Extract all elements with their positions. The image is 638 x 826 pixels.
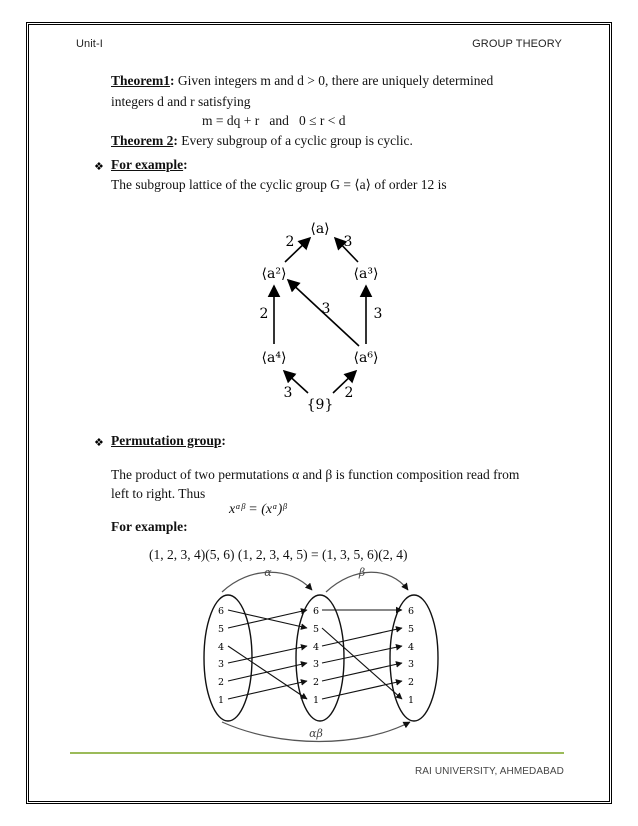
header-unit: Unit-I	[76, 38, 103, 50]
middle-ellipse	[296, 595, 344, 721]
domain-element: 3	[217, 659, 225, 670]
domain-element: 2	[217, 677, 225, 688]
domain-element: 6	[217, 606, 225, 617]
example1-heading-line: For example:	[111, 157, 188, 172]
middle-labels	[313, 606, 319, 706]
beta-label: β	[358, 566, 366, 579]
middle-element: 2	[312, 677, 320, 688]
codomain-labels	[408, 606, 414, 706]
theorem1-equation: m = dq + r and 0 ≤ r < d	[202, 113, 346, 128]
edge-label-e-a4: 3	[283, 385, 293, 401]
permutation-heading: Permutation group	[111, 433, 222, 448]
theorem2-text: Every subgroup of a cyclic group is cyclic.	[177, 133, 413, 148]
edge-label-a6-a2: 3	[321, 301, 331, 317]
beta-arc	[326, 572, 408, 592]
footer-divider	[70, 752, 564, 754]
alpha-arrows	[228, 610, 307, 699]
theorem1-line2: integers d and r satisfying	[111, 94, 251, 109]
alpha-label: α	[264, 566, 272, 579]
permutation-heading-line: Permutation group:	[111, 433, 226, 448]
theorem2-label: Theorem 2	[111, 133, 174, 148]
codomain-element: 1	[407, 695, 415, 706]
diamond-bullet-icon: ❖	[94, 160, 104, 173]
example1-heading: For example	[111, 157, 184, 172]
permutation-example: (1, 2, 3, 4)(5, 6) (1, 2, 3, 4, 5) = (1, 3, 5, 6)(2, 4)	[149, 547, 408, 562]
edge-label-a6-a3: 3	[373, 306, 383, 322]
middle-element: 3	[312, 659, 320, 670]
codomain-element: 5	[407, 624, 415, 635]
theorem1-line1: Theorem1: Given integers m and d > 0, there are uniquely determined	[111, 73, 494, 88]
permutation-formula: xᵅᵝ = (xᵅ)ᵝ	[229, 502, 287, 517]
footer-university: RAI UNIVERSITY, AHMEDABAD	[414, 766, 564, 777]
node-a2: ⟨a²⟩	[261, 266, 287, 282]
codomain-element: 4	[407, 642, 415, 653]
permutation-example-label: For example:	[111, 519, 188, 534]
middle-element: 5	[312, 624, 320, 635]
edge-label-e-a6: 2	[344, 385, 354, 401]
theorem1-text: Given integers m and d > 0, there are uniquely determined	[174, 73, 494, 88]
header-title: GROUP THEORY	[472, 38, 562, 50]
codomain-element: 2	[407, 677, 415, 688]
middle-element: 6	[312, 606, 320, 617]
edge-label-a4-a2: 2	[259, 306, 269, 322]
permutation-line1: The product of two permutations α and β is function composition read from	[111, 467, 520, 482]
middle-element: 1	[312, 695, 320, 706]
alphabeta-label: αβ	[309, 727, 323, 740]
node-a: ⟨a⟩	[310, 221, 330, 237]
theorem2-line: Theorem 2: Every subgroup of a cyclic group is cyclic.	[111, 133, 413, 148]
domain-element: 1	[217, 695, 225, 706]
node-a3: ⟨a³⟩	[353, 266, 379, 282]
diamond-bullet-icon: ❖	[94, 436, 104, 449]
node-identity: {9}	[306, 397, 334, 413]
domain-element: 5	[217, 624, 225, 635]
node-a6: ⟨a⁶⟩	[353, 350, 379, 366]
edge-label-a3-a: 3	[343, 234, 353, 250]
domain-element: 4	[217, 642, 225, 653]
theorem1-label: Theorem1	[111, 73, 170, 88]
node-a4: ⟨a⁴⟩	[261, 350, 287, 366]
edge-label-a2-a: 2	[285, 234, 295, 250]
beta-arrow	[322, 681, 402, 699]
example1-text: The subgroup lattice of the cyclic group G = ⟨a⟩ of order 12 is	[111, 177, 447, 192]
middle-element: 4	[312, 642, 320, 653]
alpha-arrow	[228, 681, 307, 699]
permutation-line2: left to right. Thus	[111, 486, 206, 501]
codomain-element: 3	[407, 659, 415, 670]
domain-labels	[218, 606, 224, 706]
codomain-element: 6	[407, 606, 415, 617]
